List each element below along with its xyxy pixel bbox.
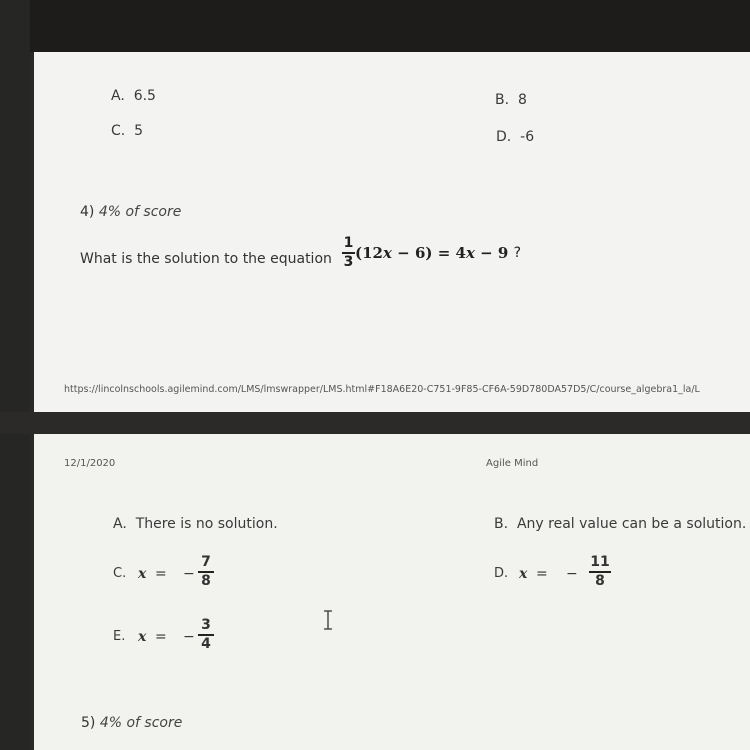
question-number-5: 5)	[81, 715, 96, 731]
answer-option-c-2[interactable]: C. x = − 7 8	[113, 552, 253, 596]
page-bottom	[34, 434, 750, 750]
answer-option-e-2[interactable]: E. x = − 3 4	[113, 615, 253, 659]
fraction-7-8: 7 8	[198, 554, 214, 590]
answer-option-d-2[interactable]: D. x = − 11 8	[494, 554, 610, 589]
answer-option-c[interactable]: C. 5	[111, 123, 144, 139]
question-number: 4)	[80, 204, 95, 220]
screen-bezel-left	[0, 0, 30, 750]
site-name: Agile Mind	[486, 458, 539, 469]
print-date: 12/1/2020	[64, 458, 116, 469]
equation: $\frac{1}{3}$ (12x − 6) = 4x − 9 ?	[343, 235, 522, 270]
answer-option-d[interactable]: D. -6	[496, 129, 535, 145]
fraction-3-4: 3 4	[198, 617, 214, 653]
screen-bezel-top	[0, 0, 750, 52]
answer-option-b-2[interactable]: B. Any real value can be a solution.	[494, 516, 747, 532]
question-weight-5: 4% of score	[99, 715, 183, 731]
page-gap	[0, 412, 750, 434]
question-header-5	[81, 715, 182, 731]
question-weight: 4% of score	[98, 204, 182, 220]
answer-option-b[interactable]: B. 8	[495, 92, 527, 108]
text-cursor-icon	[322, 610, 334, 630]
answer-option-a-2[interactable]: A. There is no solution.	[113, 516, 278, 532]
question-header	[80, 204, 181, 220]
fraction-11-8: 11 8	[590, 554, 610, 589]
answer-option-a[interactable]: A. 6.5	[111, 88, 156, 104]
page-url[interactable]: https://lincolnschools.agilemind.com/LMS/lmswrapper/LMS.html#F18A6E20-C751-9F85-CF6A-59D780DA57D5/C/course_algebra1_la/L	[64, 384, 700, 395]
question-prompt: What is the solution to the equation	[80, 251, 332, 267]
equation-fraction: $\frac{1}{3}$	[343, 235, 354, 270]
page-top	[34, 52, 750, 412]
